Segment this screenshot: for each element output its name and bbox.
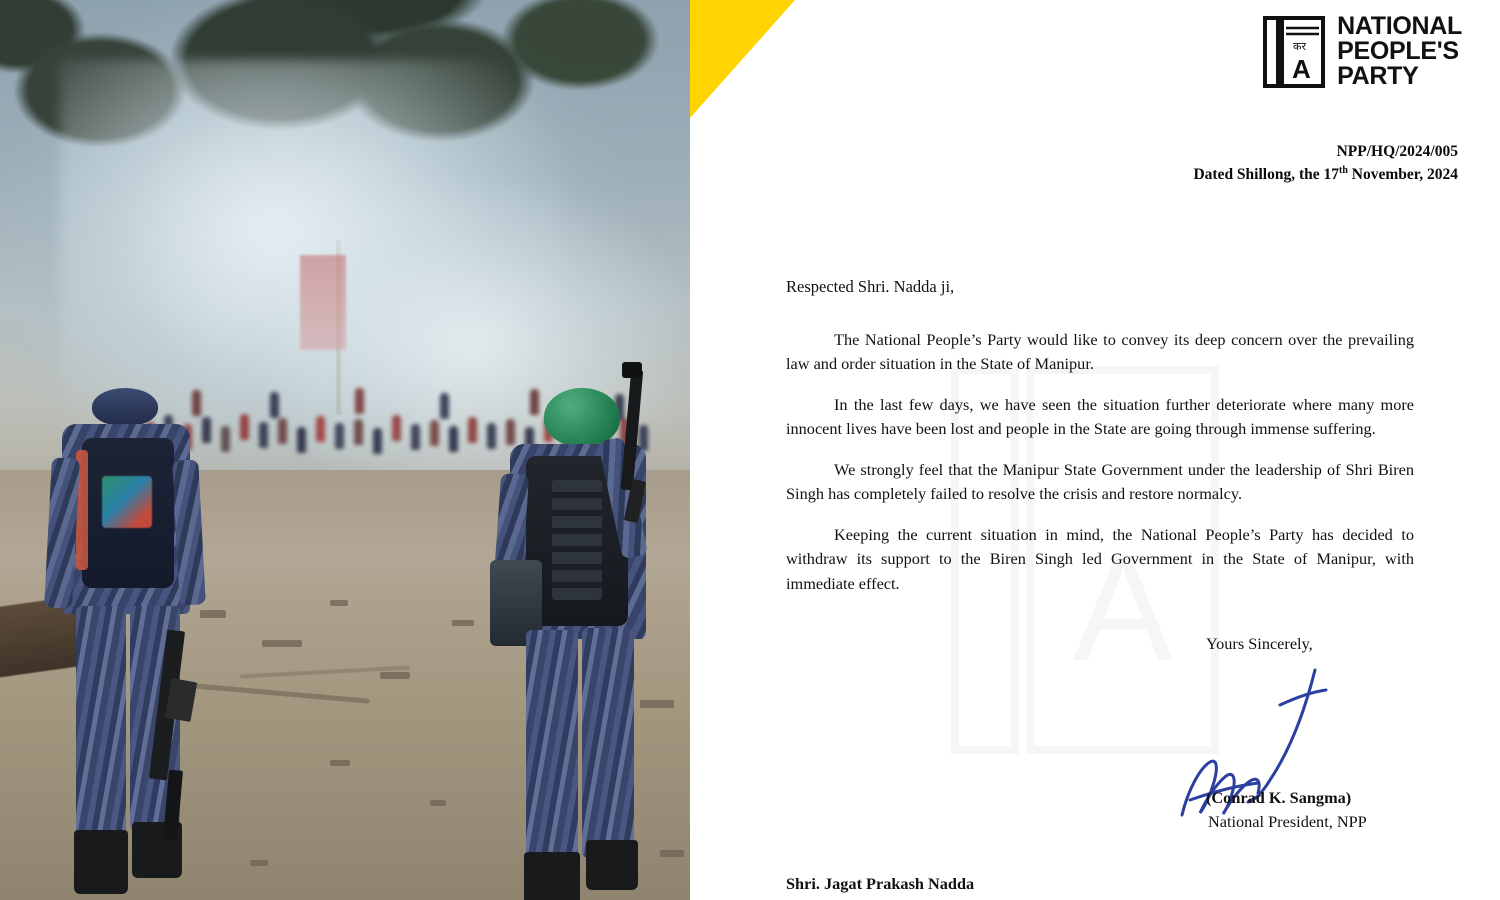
photo-officer-right [490, 370, 690, 890]
letter-date [1193, 163, 1458, 186]
signatory-name: (Conrad K. Sangma) [1206, 788, 1352, 807]
photo-officer-right-vest-pouches [552, 480, 602, 600]
date-superscript: th [1339, 165, 1348, 177]
photo-officer-right-boot-far [586, 840, 638, 890]
body-paragraph-4: Keeping the current situation in mind, the National People’s Party has decided to withdraw its support to the Biren Singh led Government in the State of Manipur, with immediate effect. [786, 524, 1414, 593]
photo-officer-left [40, 380, 240, 900]
closing-line: Yours Sincerely, [1206, 634, 1313, 653]
photo-officer-right-boot-near [524, 852, 580, 900]
wordmark-line-3: PARTY [1337, 62, 1419, 90]
photo-officer-right-rifle-muzzle [622, 362, 642, 378]
salutation: Respected Shri. Nadda ji, [786, 277, 955, 296]
wordmark-line-2: PEOPLE'S [1337, 37, 1459, 65]
photo-officer-left-rifle-magazine [165, 678, 198, 722]
book-logo-icon [1263, 16, 1325, 88]
body-paragraph-2: In the last few days, we have seen the situation further deteriorate where many more innocent lives have been lost and people in the State are going through immense suffering. [786, 394, 1414, 439]
photo-officer-left-cap [92, 388, 158, 426]
photo-officer-left-backpack-patch [102, 476, 152, 528]
npp-wordmark [1337, 14, 1462, 89]
signature-block [1206, 786, 1367, 833]
signatory-title: National President, NPP [1208, 811, 1367, 831]
photo-banner [300, 255, 346, 350]
photo-officer-right-helmet [544, 388, 620, 446]
photo-officer-left-leg-near [76, 606, 126, 836]
svg-text:A: A [1292, 53, 1311, 84]
reference-number: NPP/HQ/2024/005 [1336, 143, 1458, 160]
body-paragraph-1: The National People’s Party would like to convey its deep concern over the prevailing law and order situation in the State of Manipur. [786, 330, 1414, 374]
date-suffix: November, 2024 [1347, 166, 1458, 184]
photo-officer-right-leg-near [526, 630, 578, 865]
svg-text:A: A [1072, 524, 1174, 692]
wordmark-line-1: NATIONAL [1337, 12, 1462, 40]
body-paragraph-3: We strongly feel that the Manipur State Government under the leadership of Shri Biren Singh has completely failed to resolve the crisis and restore normalcy. [786, 459, 1414, 504]
npp-letter [690, 0, 1500, 900]
date-prefix: Dated Shillong, the 17 [1193, 166, 1340, 184]
letter-body [786, 328, 1414, 596]
yellow-corner-accent [690, 0, 795, 118]
news-photo [0, 0, 690, 900]
recipient-name: Shri. Jagat Prakash Nadda [786, 874, 975, 893]
photo-officer-right-leg-far [582, 628, 634, 858]
reference-and-date [1193, 140, 1458, 187]
npp-logo [1263, 14, 1462, 89]
svg-text:कर: कर [1293, 40, 1307, 53]
photo-officer-left-boot-near [74, 830, 128, 894]
